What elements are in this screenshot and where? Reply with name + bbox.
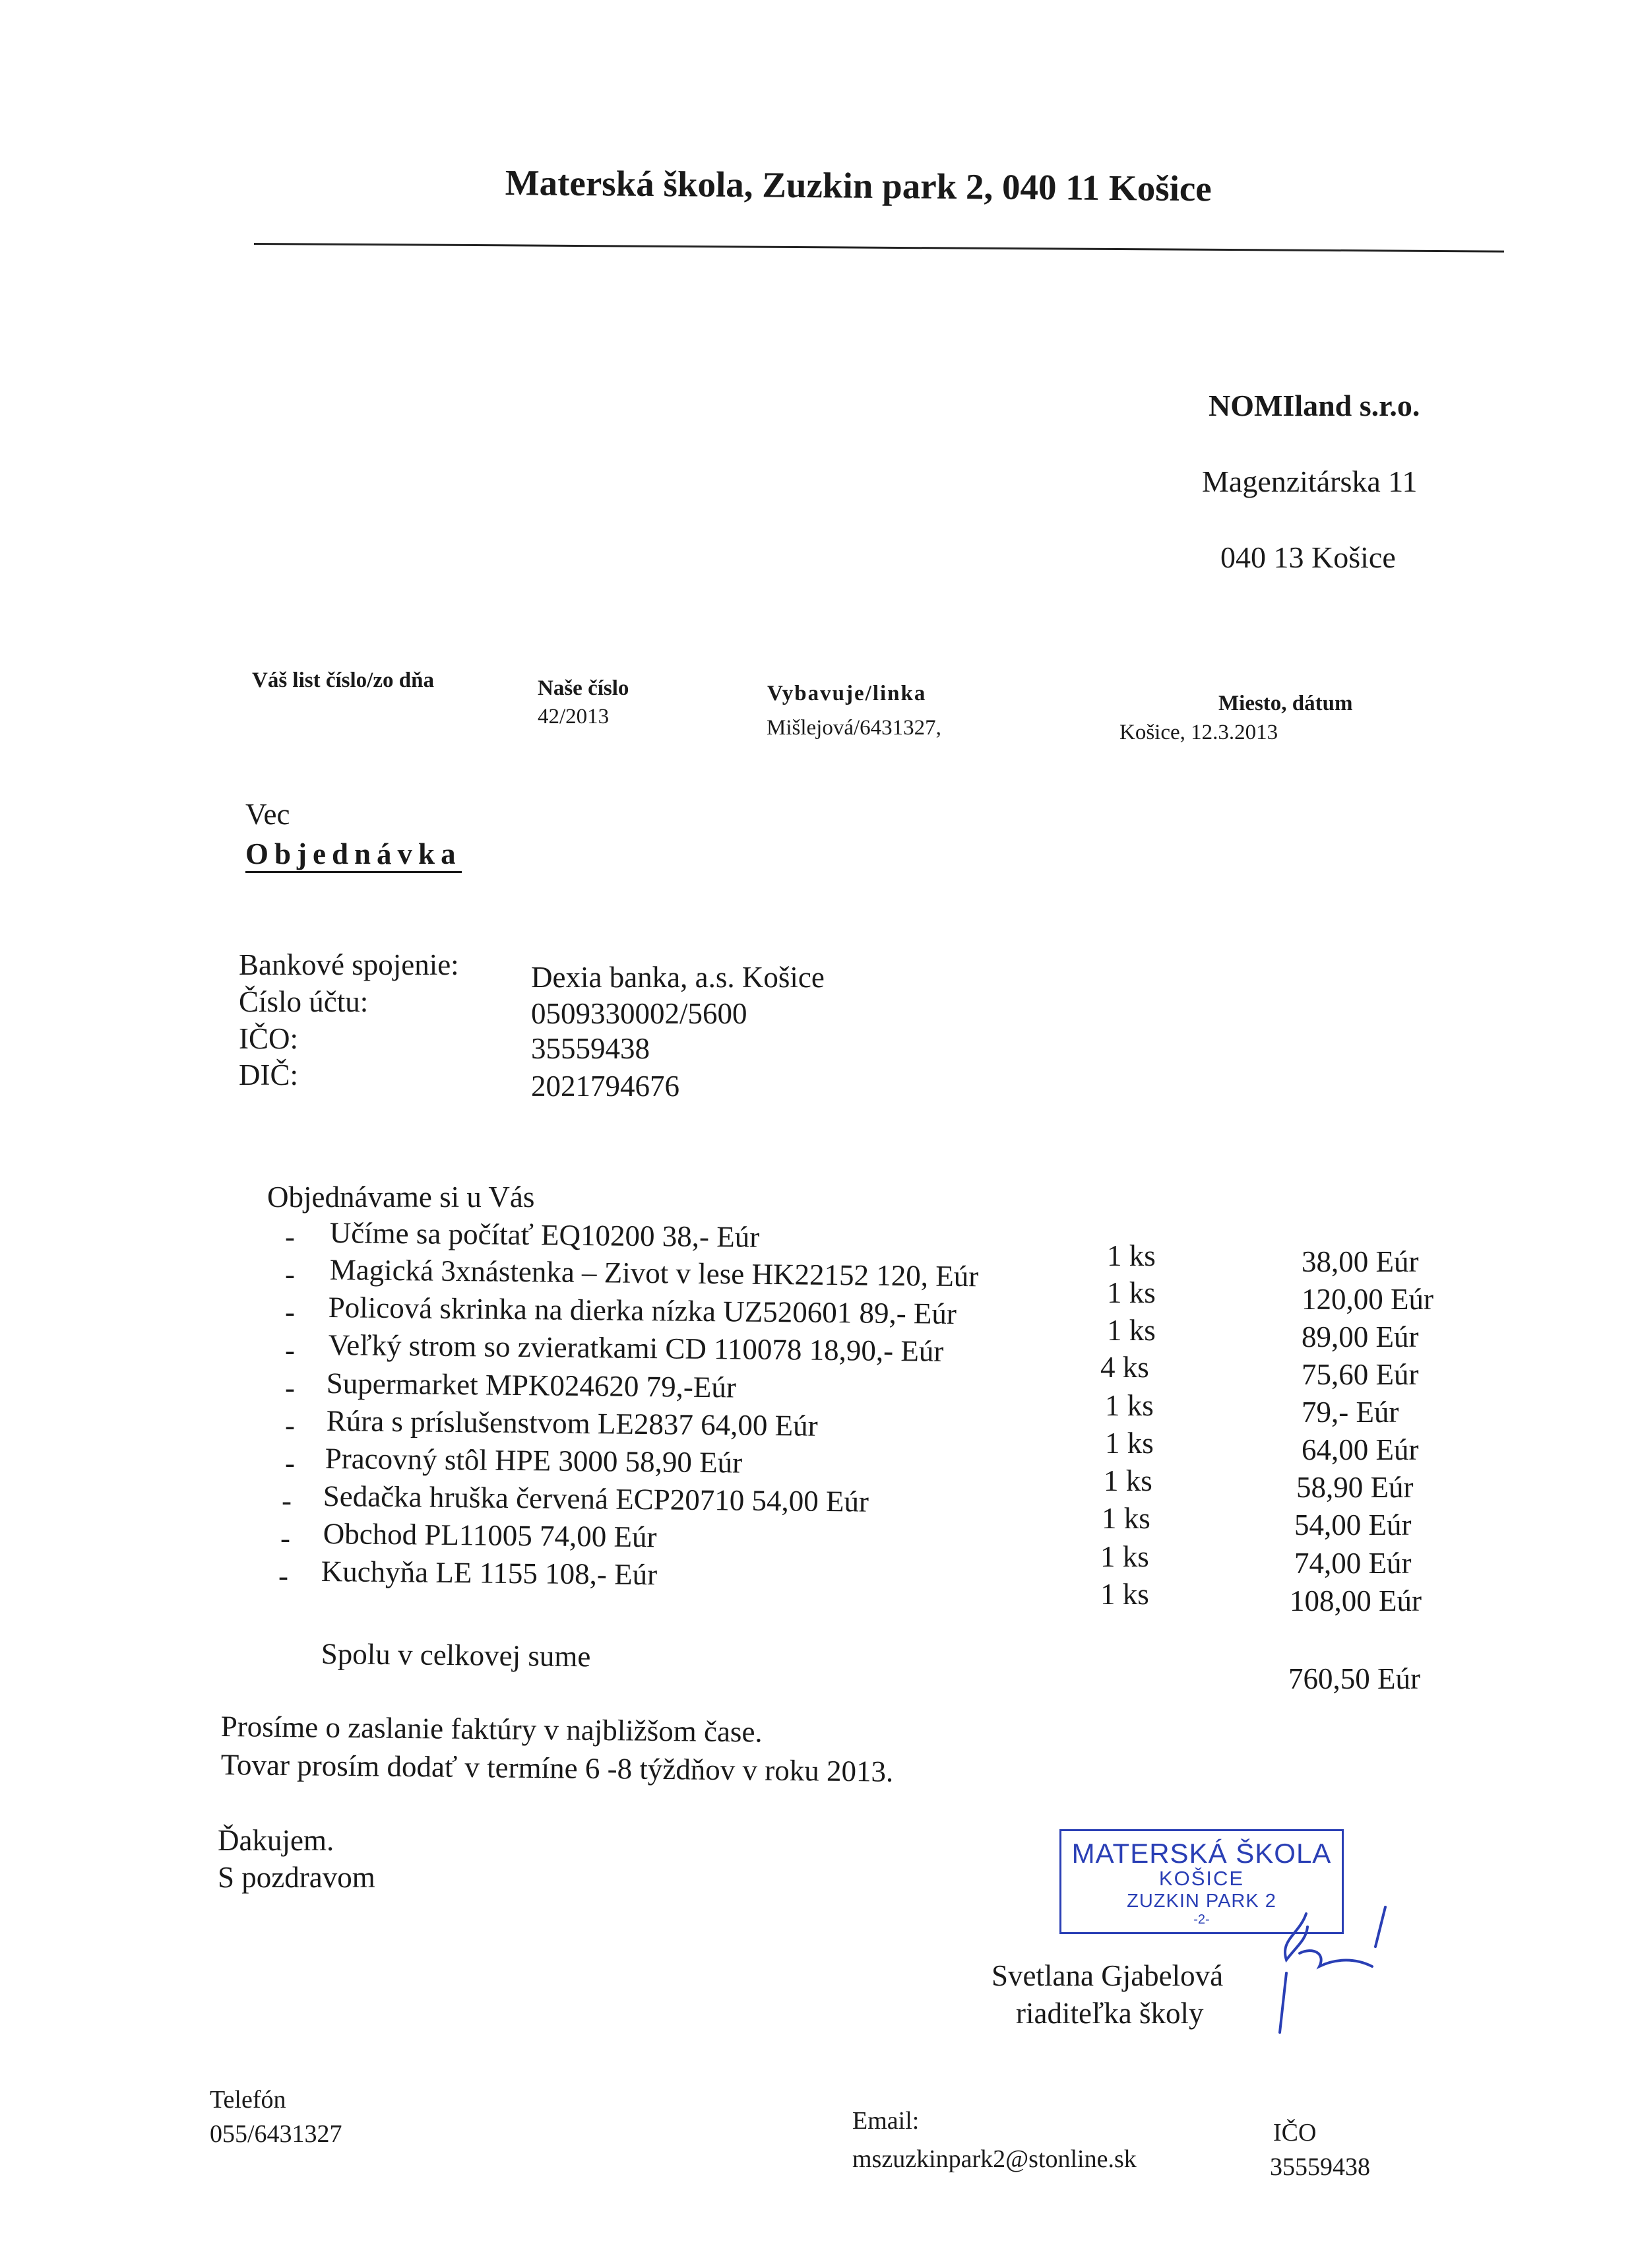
item-price: 74,00 Eúr — [1294, 1547, 1412, 1580]
item-quantity: 1 ks — [1105, 1389, 1154, 1422]
item-dash: - — [278, 1559, 288, 1592]
item-dash: - — [285, 1295, 295, 1328]
item-quantity: 1 ks — [1107, 1314, 1156, 1347]
footer-ico-label: IČO — [1273, 2119, 1317, 2147]
item-quantity: 4 ks — [1100, 1351, 1149, 1384]
item-quantity: 1 ks — [1104, 1464, 1152, 1497]
item-price: 108,00 Eúr — [1290, 1584, 1422, 1617]
bank-label: Bankové spojenie: — [239, 948, 459, 981]
total-label: Spolu v celkovej sume — [321, 1637, 591, 1673]
footer-ico-value: 35559438 — [1270, 2153, 1370, 2181]
bank-value: Dexia banka, a.s. Košice — [531, 961, 825, 994]
document-title: Materská škola, Zuzkin park 2, 040 11 Košice — [505, 162, 1212, 209]
item-description: Sedačka hruška červená ECP20710 54,00 Eúr — [323, 1479, 869, 1518]
recipient-street: Magenzitárska 11 — [1202, 465, 1418, 498]
item-quantity: 1 ks — [1102, 1502, 1150, 1535]
item-description: Učíme sa počítať EQ10200 38,- Eúr — [329, 1216, 760, 1254]
item-dash: - — [285, 1220, 295, 1253]
email-value: mszuzkinpark2@stonline.sk — [852, 2145, 1137, 2173]
item-description: Obchod PL11005 74,00 Eúr — [323, 1517, 657, 1554]
item-price: 79,- Eúr — [1302, 1396, 1399, 1429]
email-label: Email: — [852, 2107, 920, 2135]
signatory-role: riaditeľka školy — [1016, 1997, 1204, 2030]
item-dash: - — [282, 1484, 292, 1517]
item-quantity: 1 ks — [1107, 1276, 1156, 1309]
item-price: 58,90 Eúr — [1296, 1471, 1414, 1504]
total-value: 760,50 Eúr — [1288, 1662, 1420, 1695]
subject-label: Vec — [245, 798, 290, 831]
place-date-label: Miesto, dátum — [1218, 692, 1353, 715]
item-dash: - — [285, 1258, 295, 1291]
item-quantity: 1 ks — [1100, 1540, 1149, 1573]
your-letter-label: Váš list číslo/zo dňa — [252, 668, 434, 692]
recipient-name: NOMIland s.r.o. — [1209, 389, 1420, 422]
dic-label: DIČ: — [239, 1058, 298, 1091]
item-description: Kuchyňa LE 1155 108,- Eúr — [321, 1555, 658, 1592]
ico-label: IČO: — [239, 1022, 298, 1055]
item-dash: - — [285, 1371, 295, 1404]
stamp-line-2: KOŠICE — [1158, 1867, 1245, 1890]
item-description: Rúra s príslušenstvom LE2837 64,00 Eúr — [326, 1404, 818, 1442]
subject-value: Objednávka — [245, 837, 462, 873]
stamp-line-1: MATERSKÁ ŠKOLA — [1071, 1838, 1332, 1869]
account-label: Číslo účtu: — [239, 985, 369, 1018]
stamp-line-3: ZUZKIN PARK 2 — [1127, 1891, 1276, 1912]
item-dash: - — [285, 1334, 295, 1367]
order-intro: Objednávame si u Vás — [267, 1181, 535, 1214]
our-number-value: 42/2013 — [538, 705, 610, 729]
item-description: Magická 3xnástenka – Zivot v lese HK22152 120, Eúr — [329, 1253, 979, 1293]
handwritten-signature — [1267, 1894, 1399, 2046]
item-description: Veľký strom so zvieratkami CD 110078 18,90,- Eúr — [328, 1328, 944, 1368]
closing-line-1: Prosíme o zaslanie faktúry v najbližšom čase. — [220, 1710, 763, 1749]
recipient-city: 040 13 Košice — [1220, 540, 1396, 574]
item-dash: - — [280, 1522, 290, 1555]
item-description: Pracovný stôl HPE 3000 58,90 Eúr — [325, 1442, 743, 1479]
stamp-line-4: -2- — [1193, 1912, 1210, 1927]
dic-value: 2021794676 — [531, 1070, 679, 1103]
item-description: Supermarket MPK024620 79,-Eúr — [326, 1367, 737, 1404]
item-price: 54,00 Eúr — [1294, 1508, 1412, 1541]
item-price: 89,00 Eúr — [1302, 1320, 1419, 1353]
place-date-value: Košice, 12.3.2013 — [1119, 721, 1278, 744]
phone-value: 055/6431327 — [210, 2120, 342, 2148]
item-quantity: 1 ks — [1100, 1578, 1149, 1611]
item-quantity: 1 ks — [1105, 1427, 1154, 1460]
item-dash: - — [285, 1446, 295, 1479]
closing-line-2: Tovar prosím dodať v termíne 6 -8 týždňov v roku 2013. — [220, 1748, 894, 1788]
handled-by-label: Vybavuje/linka — [767, 682, 927, 705]
signatory-name: Svetlana Gjabelová — [991, 1959, 1224, 1992]
ico-value: 35559438 — [531, 1032, 650, 1065]
regards-text: S pozdravom — [218, 1861, 375, 1894]
item-price: 64,00 Eúr — [1302, 1433, 1419, 1466]
thanks-text: Ďakujem. — [218, 1824, 334, 1857]
item-price: 120,00 Eúr — [1302, 1283, 1433, 1316]
item-price: 38,00 Eúr — [1302, 1245, 1419, 1278]
our-number-label: Naše číslo — [538, 676, 629, 700]
item-description: Policová skrinka na dierka nízka UZ520601 89,- Eúr — [328, 1291, 957, 1330]
item-price: 75,60 Eúr — [1302, 1358, 1419, 1391]
item-quantity: 1 ks — [1107, 1239, 1156, 1272]
handled-by-value: Mišlejová/6431327, — [767, 716, 941, 740]
item-dash: - — [285, 1409, 295, 1442]
header-divider — [254, 243, 1504, 253]
phone-label: Telefón — [210, 2086, 286, 2114]
account-value: 0509330002/5600 — [531, 997, 747, 1030]
